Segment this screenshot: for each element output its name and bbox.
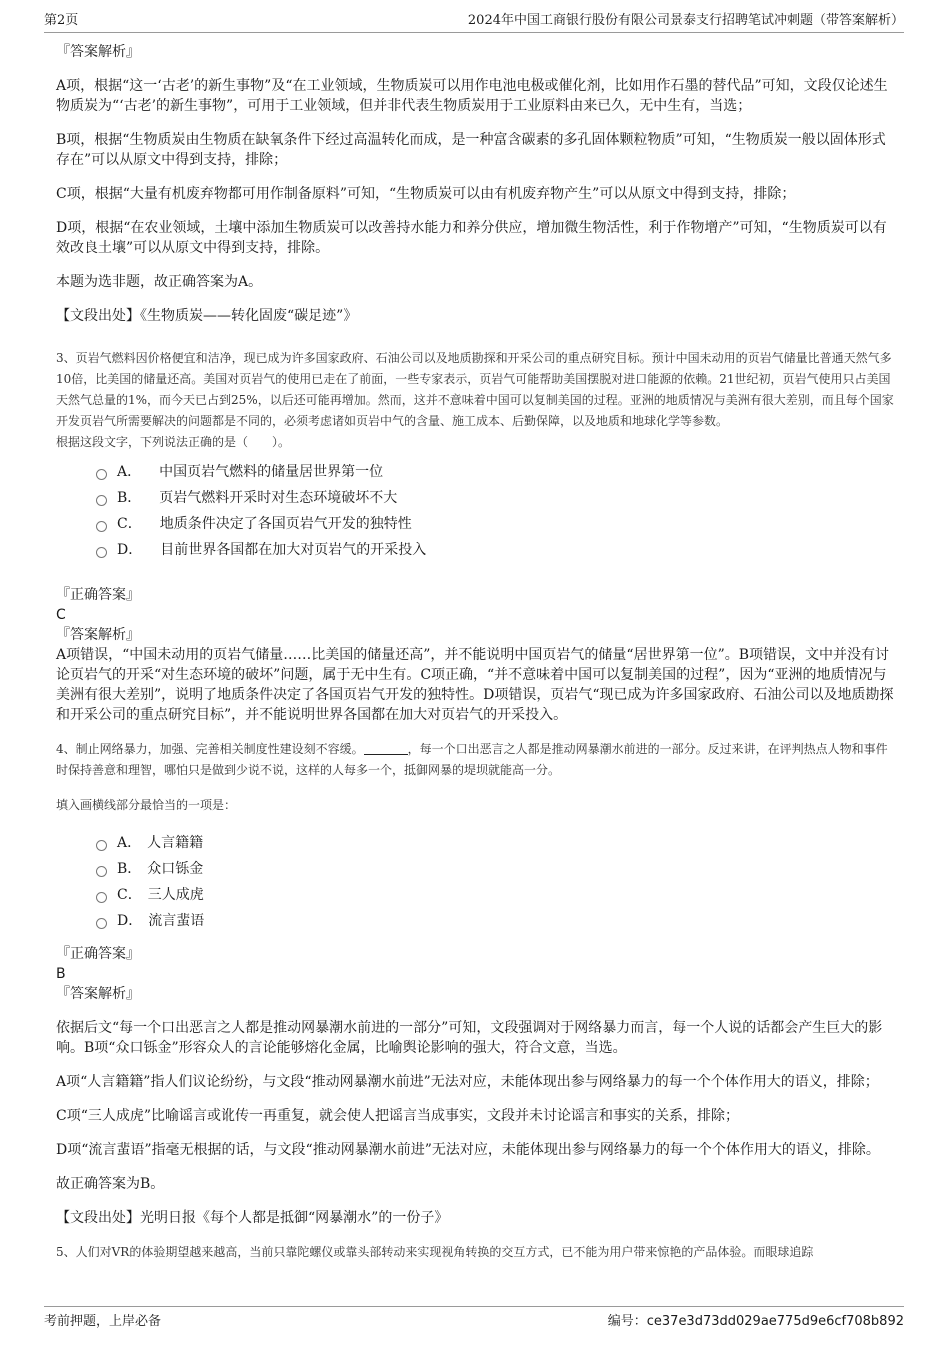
analysis-option-c: C项“三人成虎”比喻谣言或讹传一再重复，就会使人把谣言当成事实，文段并未讨论谣言和事实的关系，排除； [56, 1108, 740, 1124]
radio-icon[interactable] [96, 892, 107, 903]
option-c[interactable]: C． 三人成虎 [96, 882, 894, 908]
fill-blank [364, 742, 408, 755]
source-citation: 【文段出处】光明日报《每个人都是抵御“网暴潮水”的一份子》 [56, 1210, 449, 1226]
radio-icon[interactable] [96, 469, 107, 480]
correct-answer-label: 『正确答案』 [56, 587, 140, 603]
document-code: 编号：ce37e3d73dd029ae775d9e6cf708b892 [607, 1314, 904, 1329]
question-3-stem: 3、页岩气燃料因价格便宜和洁净，现已成为许多国家政府、石油公司以及地质勘探和开采公司的重点研究目标。预计中国未动用的页岩气储量比普通天然气多10倍，比美国的储量还高。美国对页岩气的使用已走在了前面，一些专家表示，页岩气可能帮助美国摆脱对进口能源的依赖。21世纪初，页岩气使用只占美国天然气总量的1%，而今天已占到25%，以后还可能再增加。然而，这并不意味着中国可以复制美国的过程。亚洲的地质情况与美洲有很大差别，而且每个国家开发页岩气所需要解决的问题都是不同的，必须考虑诸如页岩中气的含量、施工成本、后勤保障，以及地质和地球化学等参数。 [56, 351, 894, 428]
option-a[interactable]: A． 人言籍籍 [96, 830, 894, 856]
page-number: 第2页 [44, 13, 79, 28]
question-3-options [96, 459, 894, 563]
question-5-stem: 5、人们对VR的体验期望越来越高，当前只靠陀螺仪或靠头部转动来实现视角转换的交互方式，已不能为用户带来惊艳的产品体验。而眼球追踪 [56, 1245, 814, 1259]
analysis-option-b: B项，根据“生物质炭由生物质在缺氧条件下经过高温转化而成，是一种富含碳素的多孔固体颗粒物质”可知，“生物质炭一般以固体形式存在”可以从原文中得到支持，排除； [56, 132, 886, 168]
option-b[interactable]: B． 页岩气燃料开采时对生态环境破坏不大 [96, 485, 894, 511]
question-4-options [96, 830, 894, 934]
analysis-conclusion: 本题为选非题，故正确答案为A。 [56, 274, 263, 290]
source-citation: 【文段出处】《生物质炭——转化固废“碳足迹”》 [56, 308, 358, 324]
answer-analysis-label: 『答案解析』 [56, 627, 140, 643]
question-3-prompt: 根据这段文字，下列说法正确的是（ ）。 [56, 435, 291, 449]
option-d[interactable]: D． 目前世界各国都在加大对页岩气的开采投入 [96, 537, 894, 563]
analysis-conclusion: 故正确答案为B。 [56, 1176, 165, 1192]
analysis-option-a: A项，根据“这一‘古老’的新生事物”及“在工业领域，生物质炭可以用作电池电极或催化剂，比如用作石墨的替代品”可知，文段仅论述生物质炭为“‘古老’的新生事物”，可用于工业领域，但并非代表生物质炭用于工业原料由来已久，无中生有，当选； [56, 78, 888, 114]
radio-icon[interactable] [96, 918, 107, 929]
analysis-option-a: A项“人言籍籍”指人们议论纷纷，与文段“推动网暴潮水前进”无法对应，未能体现出参与网络暴力的每一个个体作用大的语义，排除； [56, 1074, 879, 1090]
document-title: 2024年中国工商银行股份有限公司景泰支行招聘笔试冲刺题（带答案解析） [467, 13, 904, 28]
page-footer [44, 1306, 904, 1329]
page-header [44, 10, 904, 33]
analysis-option-d: D项“流言蜚语”指毫无根据的话，与文段“推动网暴潮水前进”无法对应，未能体现出参与网络暴力的每一个个体作用大的语义，排除。 [56, 1142, 880, 1158]
footer-slogan: 考前押题，上岸必备 [44, 1314, 162, 1329]
option-b[interactable]: B． 众口铄金 [96, 856, 894, 882]
answer-analysis-label: 『答案解析』 [56, 44, 140, 60]
correct-answer-label: 『正确答案』 [56, 946, 140, 962]
radio-icon[interactable] [96, 495, 107, 506]
correct-answer: C [56, 607, 66, 623]
radio-icon[interactable] [96, 840, 107, 851]
question-4-stem: 4、制止网络暴力，加强、完善相关制度性建设刻不容缓。 ，每一个口出恶言之人都是推动网暴潮水前进的一部分。反过来讲，在评判热点人物和事件时保持善意和理智，哪怕只是做到少说不说，这样的人每多一个，抵御网暴的堤坝就能高一分。 [56, 742, 888, 777]
answer-analysis-label: 『答案解析』 [56, 986, 140, 1002]
radio-icon[interactable] [96, 521, 107, 532]
analysis-paragraph: 依据后文“每一个口出恶言之人都是推动网暴潮水前进的一部分”可知，文段强调对于网络暴力而言，每一个人说的话都会产生巨大的影响。B项“众口铄金”形容众人的言论能够熔化金属，比喻舆论影响的强大，符合文意，当选。 [56, 1020, 883, 1056]
option-c[interactable]: C． 地质条件决定了各国页岩气开发的独特性 [96, 511, 894, 537]
question-4-prompt: 填入画横线部分最恰当的一项是： [56, 798, 237, 812]
option-a[interactable]: A． 中国页岩气燃料的储量居世界第一位 [96, 459, 894, 485]
option-d[interactable]: D． 流言蜚语 [96, 908, 894, 934]
correct-answer: B [56, 966, 66, 982]
answer-analysis: A项错误，“中国未动用的页岩气储量……比美国的储量还高”，并不能说明中国页岩气的储量“居世界第一位”。B项错误，文中并没有讨论页岩气的开采“对生态环境的破坏”问题，属于无中生有。C项正确，“并不意味着中国可以复制美国的过程”，因为“亚洲的地质情况与美洲有很大差别”，说明了地质条件决定了各国页岩气开发的独特性。D项错误，页岩气“现已成为许多国家政府、石油公司以及地质勘探和开采公司的重点研究目标”，并不能说明世界各国都在加大对页岩气的开采投入。 [56, 647, 894, 723]
radio-icon[interactable] [96, 547, 107, 558]
analysis-option-d: D项，根据“在农业领域，土壤中添加生物质炭可以改善持水能力和养分供应，增加微生物活性，利于作物增产”可知，“生物质炭可以有效改良土壤”可以从原文中得到支持，排除。 [56, 220, 887, 256]
analysis-option-c: C项，根据“大量有机废弃物都可用作制备原料”可知，“生物质炭可以由有机废弃物产生”可以从原文中得到支持，排除； [56, 186, 796, 202]
radio-icon[interactable] [96, 866, 107, 877]
document-body [56, 42, 894, 1263]
